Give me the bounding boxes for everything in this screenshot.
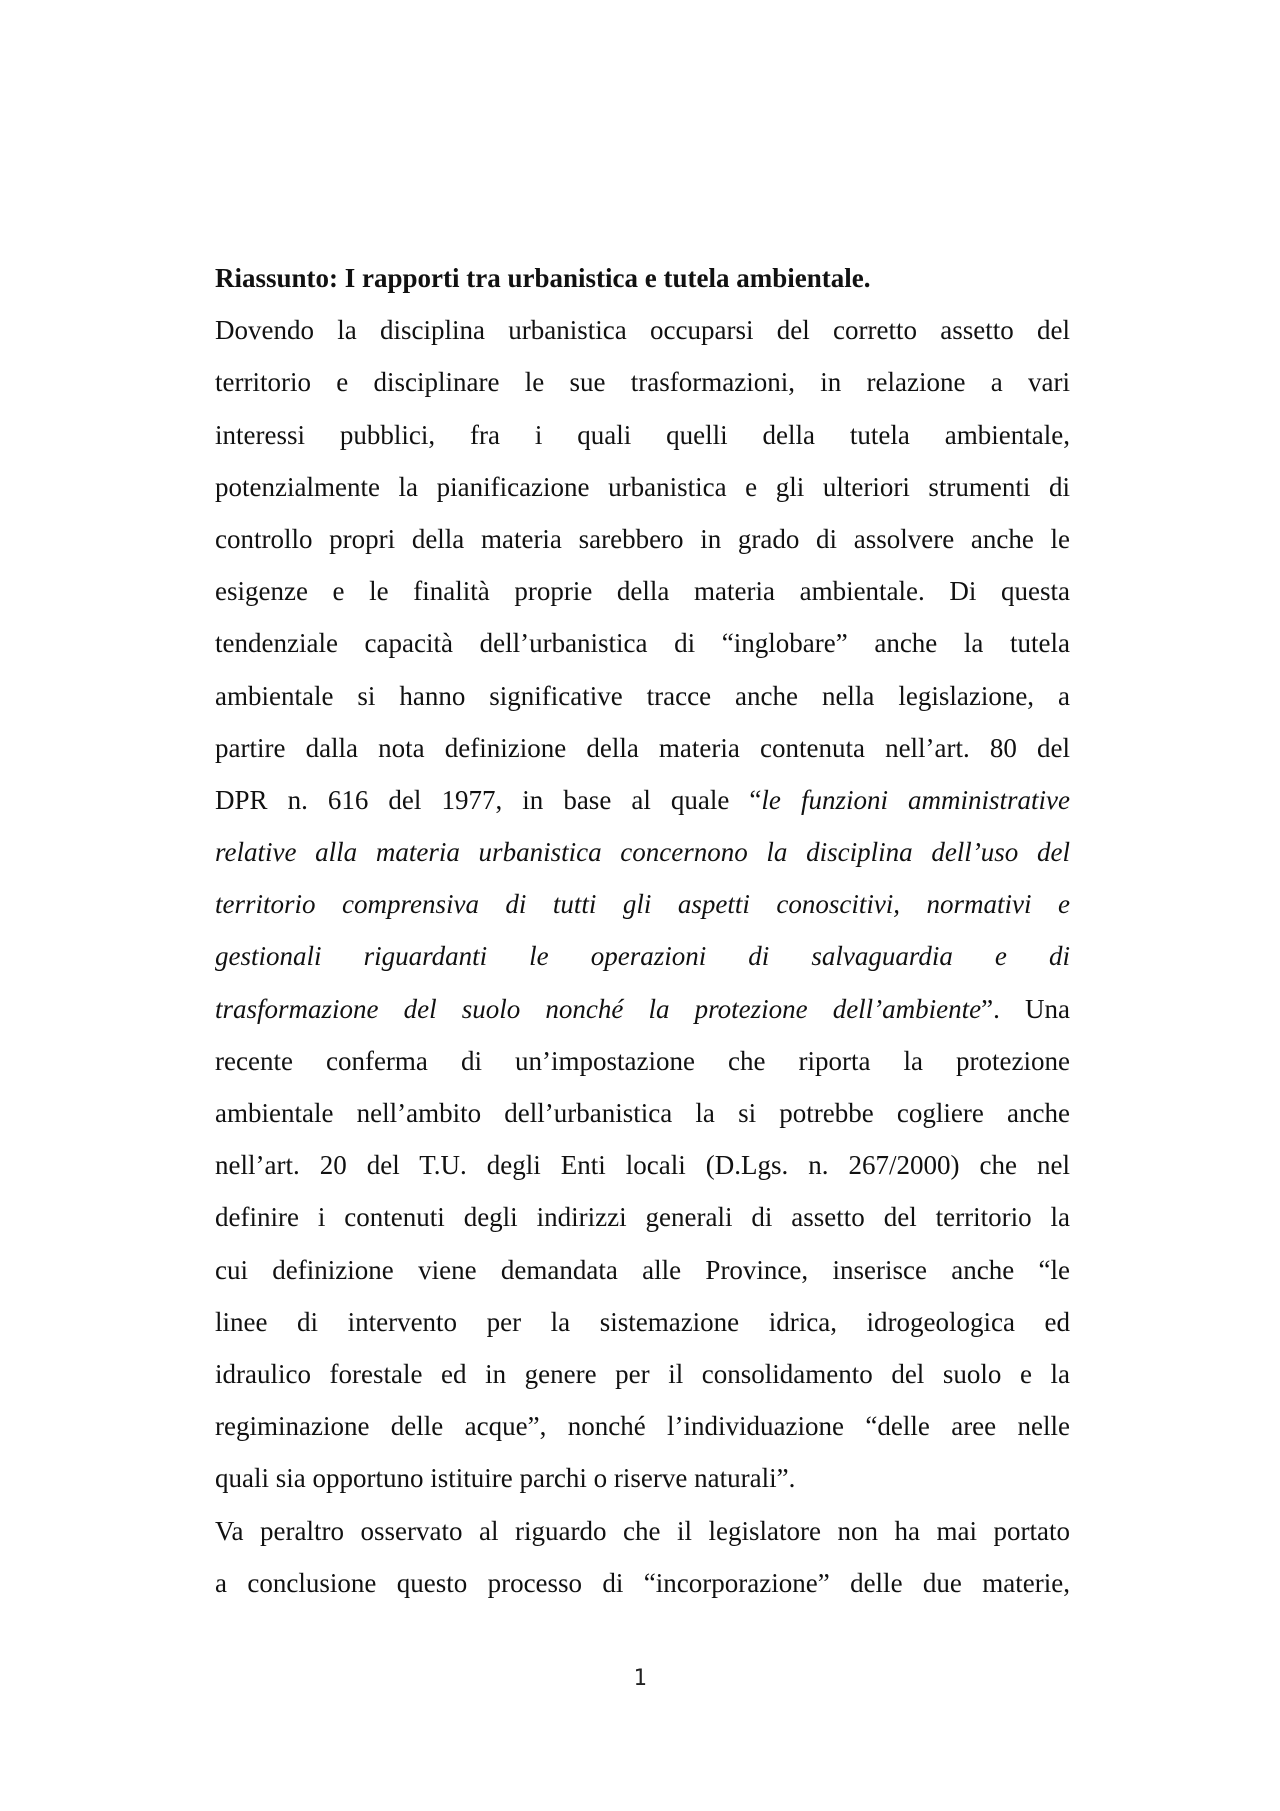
- text-line: esigenze e le finalità proprie della materia ambientale. Di questa: [215, 576, 1070, 607]
- text-line: tendenziale capacità dell’urbanistica di “inglobare” anche la tutela: [215, 628, 1070, 659]
- paragraph-1: [215, 304, 1070, 1504]
- paragraph-2: [215, 1505, 1070, 1609]
- quote-italic-fragment: le funzioni amministrative: [761, 784, 1070, 815]
- text-line: ambientale si hanno significative tracce anche nella legislazione, a: [215, 680, 1070, 711]
- text-line: ambientale nell’ambito dell’urbanistica la si potrebbe cogliere anche: [215, 1098, 1070, 1129]
- text-line: regiminazione delle acque”, nonché l’individuazione “delle aree nelle: [215, 1411, 1070, 1442]
- text-line: potenzialmente la pianificazione urbanistica e gli ulteriori strumenti di: [215, 471, 1070, 502]
- text-line: territorio e disciplinare le sue trasformazioni, in relazione a vari: [215, 367, 1070, 398]
- text-line: quali sia opportuno istituire parchi o riserve naturali”.: [215, 1463, 796, 1494]
- text-line: a conclusione questo processo di “incorporazione” delle due materie,: [215, 1567, 1070, 1598]
- text-line: idraulico forestale ed in genere per il consolidamento del suolo e la: [215, 1358, 1070, 1389]
- text-line: Dovendo la disciplina urbanistica occuparsi del corretto assetto del: [215, 315, 1070, 346]
- text-line: definire i contenuti degli indirizzi generali di assetto del territorio la: [215, 1202, 1070, 1233]
- text-line: interessi pubblici, fra i quali quelli della tutela ambientale,: [215, 419, 1070, 450]
- text-line: partire dalla nota definizione della materia contenuta nell’art. 80 del: [215, 732, 1070, 763]
- quote-italic-fragment: trasformazione del suolo nonché la protezione dell’ambiente: [215, 993, 982, 1024]
- text-line: recente conferma di un’impostazione che riporta la protezione: [215, 1045, 1070, 1076]
- text-line: controllo propri della materia sarebbero in grado di assolvere anche le: [215, 523, 1070, 554]
- text-line: cui definizione viene demandata alle Province, inserisce anche “le: [215, 1254, 1070, 1285]
- text-fragment: ”. Una: [981, 993, 1070, 1024]
- text-fragment: DPR n. 616 del 1977, in base al quale “: [215, 784, 762, 815]
- document-title: Riassunto: I rapporti tra urbanistica e tutela ambientale.: [215, 263, 871, 293]
- text-body: [215, 252, 1070, 1609]
- quote-line: relative alla materia urbanistica concernono la disciplina dell’uso del: [215, 837, 1070, 868]
- page-number: 1: [633, 1666, 647, 1691]
- text-line: [215, 774, 1070, 826]
- text-line: linee di intervento per la sistemazione idrica, idrogeologica ed: [215, 1306, 1070, 1337]
- text-line: nell’art. 20 del T.U. degli Enti locali (D.Lgs. n. 267/2000) che nel: [215, 1150, 1070, 1181]
- text-line: [215, 983, 1070, 1035]
- quote-line: territorio comprensiva di tutti gli aspetti conoscitivi, normativi e: [215, 889, 1070, 920]
- quote-line: gestionali riguardanti le operazioni di salvaguardia e di: [215, 941, 1070, 972]
- text-line: Va peraltro osservato al riguardo che il legislatore non ha mai portato: [215, 1515, 1070, 1546]
